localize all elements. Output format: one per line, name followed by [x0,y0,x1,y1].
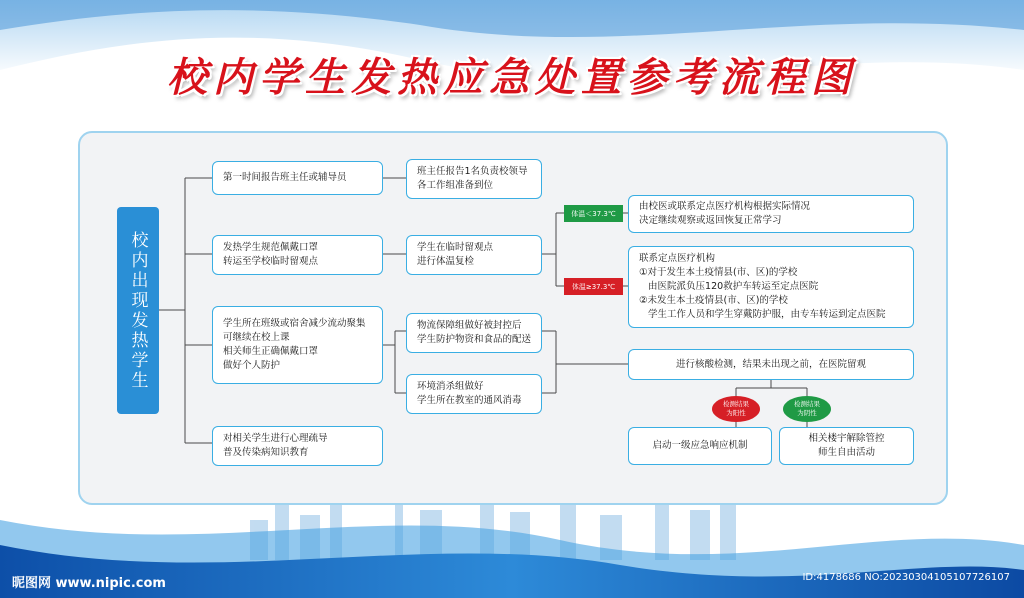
step-nucleic-test [628,349,914,380]
step-contact-hospital [628,246,914,328]
step-disinfection [406,374,542,414]
watermark-id: ID:4178686 NO:20230304105107726107 [802,572,1010,583]
watermark-site: 昵图网 www.nipic.com [12,576,166,591]
page-title: 校内学生发热应急处置参考流程图 [167,54,857,101]
step-mask-transfer [212,235,383,275]
step-text: 对相关学生进行心理疏导 普及传染病知识教育 [223,433,328,458]
step-text: 相关楼宇解除管控 师生自由活动 [808,433,885,458]
outcome-lift-control [779,427,914,465]
step-temperature-recheck [406,235,542,275]
step-psych-support [212,426,383,466]
subject-box: 校内出现发热学生 [117,207,159,414]
outcome-emergency-response [628,427,772,465]
result-positive-badge: 检测结果 为阳性 [712,396,760,422]
step-report-leader [406,159,542,199]
step-text: 环境消杀组做好 学生所在教室的通风消毒 [417,381,522,406]
step-text: 学生在临时留观点 进行体温复检 [417,242,494,267]
step-text: 由校医或联系定点医疗机构根据实际情况 决定继续观察或返回恢复正常学习 [639,201,811,226]
step-text: 发热学生规范佩戴口罩 转运至学校临时留观点 [223,242,319,267]
step-text: 物流保障组做好被封控后 学生防护物资和食品的配送 [417,320,532,345]
step-report-teacher [212,161,383,195]
step-text: 学生所在班级或宿舍减少流动聚集 可继续在校上课 相关师生正确佩戴口罩 做好个人防护 [223,318,366,371]
step-text: 班主任报告1名负责校领导 各工作组准备到位 [417,166,528,191]
step-class-protection [212,306,383,384]
step-logistics [406,313,542,353]
tag-temp-normal: 体温＜37.3℃ [564,205,623,222]
step-text: 联系定点医疗机构 ①对于发生本土疫情县(市、区)的学校 由医院派负压120救护车转运至定点医院 ②未发生本土疫情县(市、区)的学校 学生工作人员和学生穿戴防护服，由专车转运到定点医院 [639,253,886,320]
step-text: 第一时间报告班主任或辅导员 [223,172,347,183]
tag-temp-fever: 体温≥37.3℃ [564,278,623,295]
step-text: 进行核酸检测，结果未出现之前，在医院留观 [675,358,866,370]
step-observe-or-return [628,195,914,233]
result-negative-badge: 检测结果 为阴性 [783,396,831,422]
step-text: 启动一级应急响应机制 [652,440,748,451]
